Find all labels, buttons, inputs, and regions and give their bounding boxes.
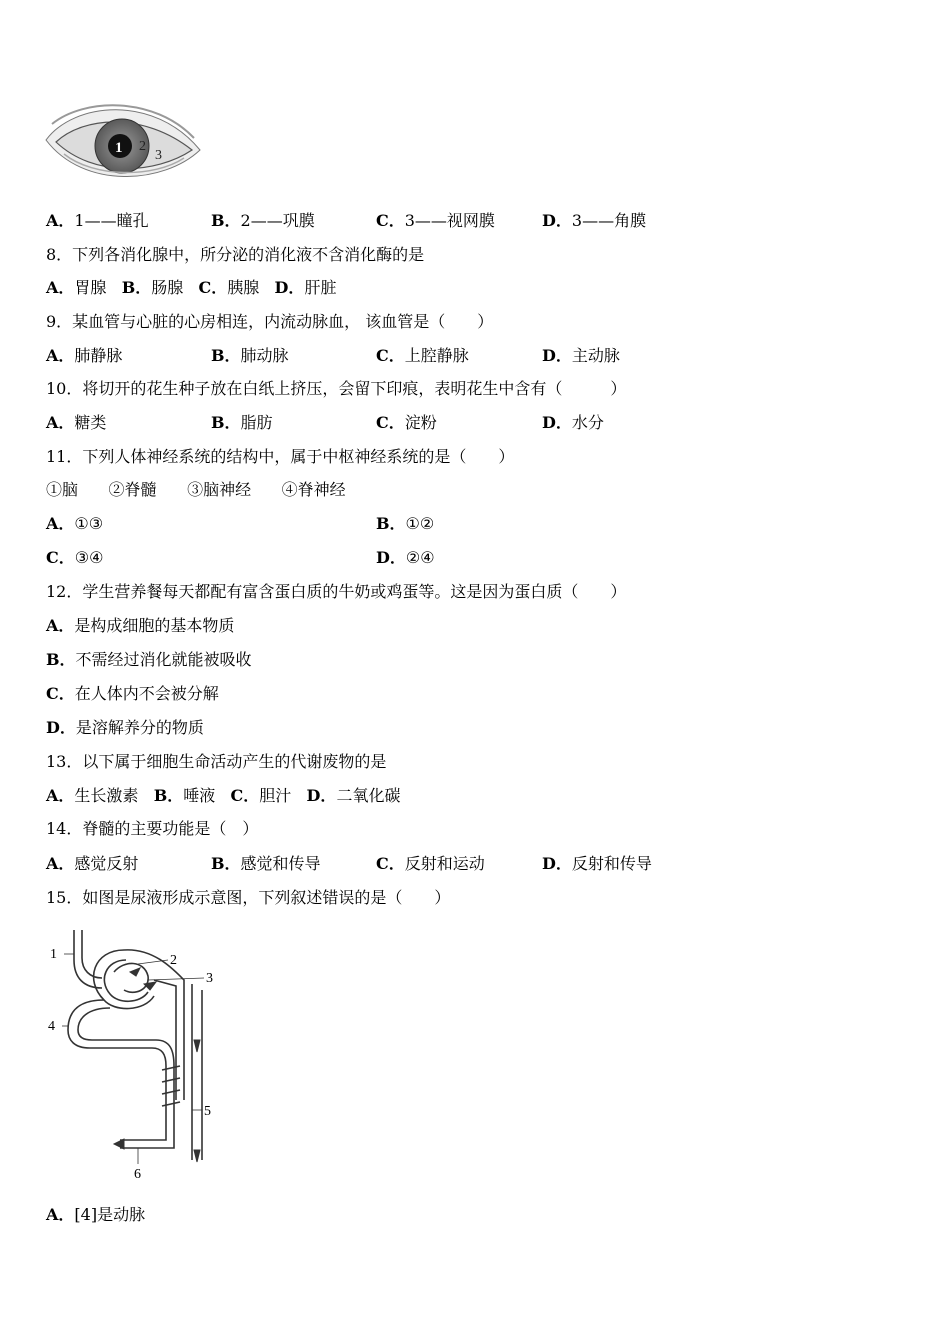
q7-option-c[interactable]: C．3——视网膜 <box>376 211 495 230</box>
q12-option-b[interactable]: B．不需经过消化就能被吸收 <box>46 650 252 669</box>
eye-figure <box>44 98 206 190</box>
q11-stem: 11．下列人体神经系统的结构中，属于中枢神经系统的是（ ） <box>46 447 515 466</box>
q11-item-4: ④脊神经 <box>281 480 346 499</box>
nephron-label-5: 5 <box>204 1104 211 1119</box>
eye-label-2: 2 <box>139 139 146 154</box>
q11-item-3: ③脑神经 <box>187 480 252 499</box>
q13-stem: 13．以下属于细胞生命活动产生的代谢废物的是 <box>46 752 387 771</box>
nephron-label-6: 6 <box>134 1167 141 1182</box>
q12-option-c[interactable]: C．在人体内不会被分解 <box>46 684 219 703</box>
q10-stem: 10．将切开的花生种子放在白纸上挤压，会留下印痕，表明花生中含有（ ） <box>46 379 627 398</box>
q13-option-d[interactable]: D．二氧化碳 <box>306 786 401 805</box>
nephron-label-4: 4 <box>48 1019 55 1034</box>
q14-option-a[interactable]: A．感觉反射 <box>46 854 139 873</box>
q14-option-c[interactable]: C．反射和运动 <box>376 854 485 873</box>
q11-option-d[interactable]: D．②④ <box>376 548 435 567</box>
q11-option-a[interactable]: A．①③ <box>46 514 104 533</box>
q13-option-b[interactable]: B．唾液 <box>153 786 216 805</box>
q7-option-a[interactable]: A．1——瞳孔 <box>46 211 149 230</box>
q11-item-2: ②脊髓 <box>108 480 157 499</box>
q7-option-d[interactable]: D．3——角膜 <box>542 211 647 230</box>
q13-option-c[interactable]: C．胆汁 <box>230 786 292 805</box>
q11-items <box>46 480 346 500</box>
q8-options <box>46 278 336 298</box>
q14-option-b[interactable]: B．感觉和传导 <box>211 854 321 873</box>
q15-option-a[interactable]: A．[4]是动脉 <box>46 1205 146 1224</box>
q8-option-c[interactable]: C．胰腺 <box>198 278 260 297</box>
q13-options <box>46 786 400 806</box>
q13-option-a[interactable]: A．生长激素 <box>46 786 139 805</box>
q14-stem: 14．脊髓的主要功能是（ ） <box>46 819 259 838</box>
nephron-figure <box>44 920 224 1184</box>
q8-option-d[interactable]: D．肝脏 <box>274 278 337 297</box>
q15-stem: 15．如图是尿液形成示意图，下列叙述错误的是（ ） <box>46 888 451 907</box>
eye-label-1: 1 <box>115 140 123 156</box>
q12-stem: 12．学生营养餐每天都配有富含蛋白质的牛奶或鸡蛋等。这是因为蛋白质（ ） <box>46 582 627 601</box>
q9-option-d[interactable]: D．主动脉 <box>542 346 620 365</box>
q8-option-b[interactable]: B．肠腺 <box>121 278 184 297</box>
q10-option-b[interactable]: B．脂肪 <box>211 413 273 432</box>
q8-stem: 8．下列各消化腺中，所分泌的消化液不含消化酶的是 <box>46 245 425 264</box>
nephron-label-3: 3 <box>206 971 213 986</box>
q9-option-c[interactable]: C．上腔静脉 <box>376 346 469 365</box>
eye-label-3: 3 <box>155 148 162 163</box>
q7-option-b[interactable]: B．2——巩膜 <box>211 211 315 230</box>
q11-option-b[interactable]: B．①② <box>376 514 435 533</box>
q12-option-d[interactable]: D．是溶解养分的物质 <box>46 718 204 737</box>
q9-stem: 9．某血管与心脏的心房相连，内流动脉血， 该血管是（ ） <box>46 312 494 331</box>
nephron-label-1: 1 <box>50 947 57 962</box>
q8-option-a[interactable]: A．胃腺 <box>46 278 107 297</box>
q14-option-d[interactable]: D．反射和传导 <box>542 854 652 873</box>
q10-option-c[interactable]: C．淀粉 <box>376 413 437 432</box>
q9-option-b[interactable]: B．肺动脉 <box>211 346 289 365</box>
q9-option-a[interactable]: A．肺静脉 <box>46 346 123 365</box>
q12-option-a[interactable]: A．是构成细胞的基本物质 <box>46 616 235 635</box>
q10-option-a[interactable]: A．糖类 <box>46 413 107 432</box>
q11-item-1: ①脑 <box>46 480 79 499</box>
q10-option-d[interactable]: D．水分 <box>542 413 604 432</box>
nephron-label-2: 2 <box>170 953 177 968</box>
q11-option-c[interactable]: C．③④ <box>46 548 104 567</box>
